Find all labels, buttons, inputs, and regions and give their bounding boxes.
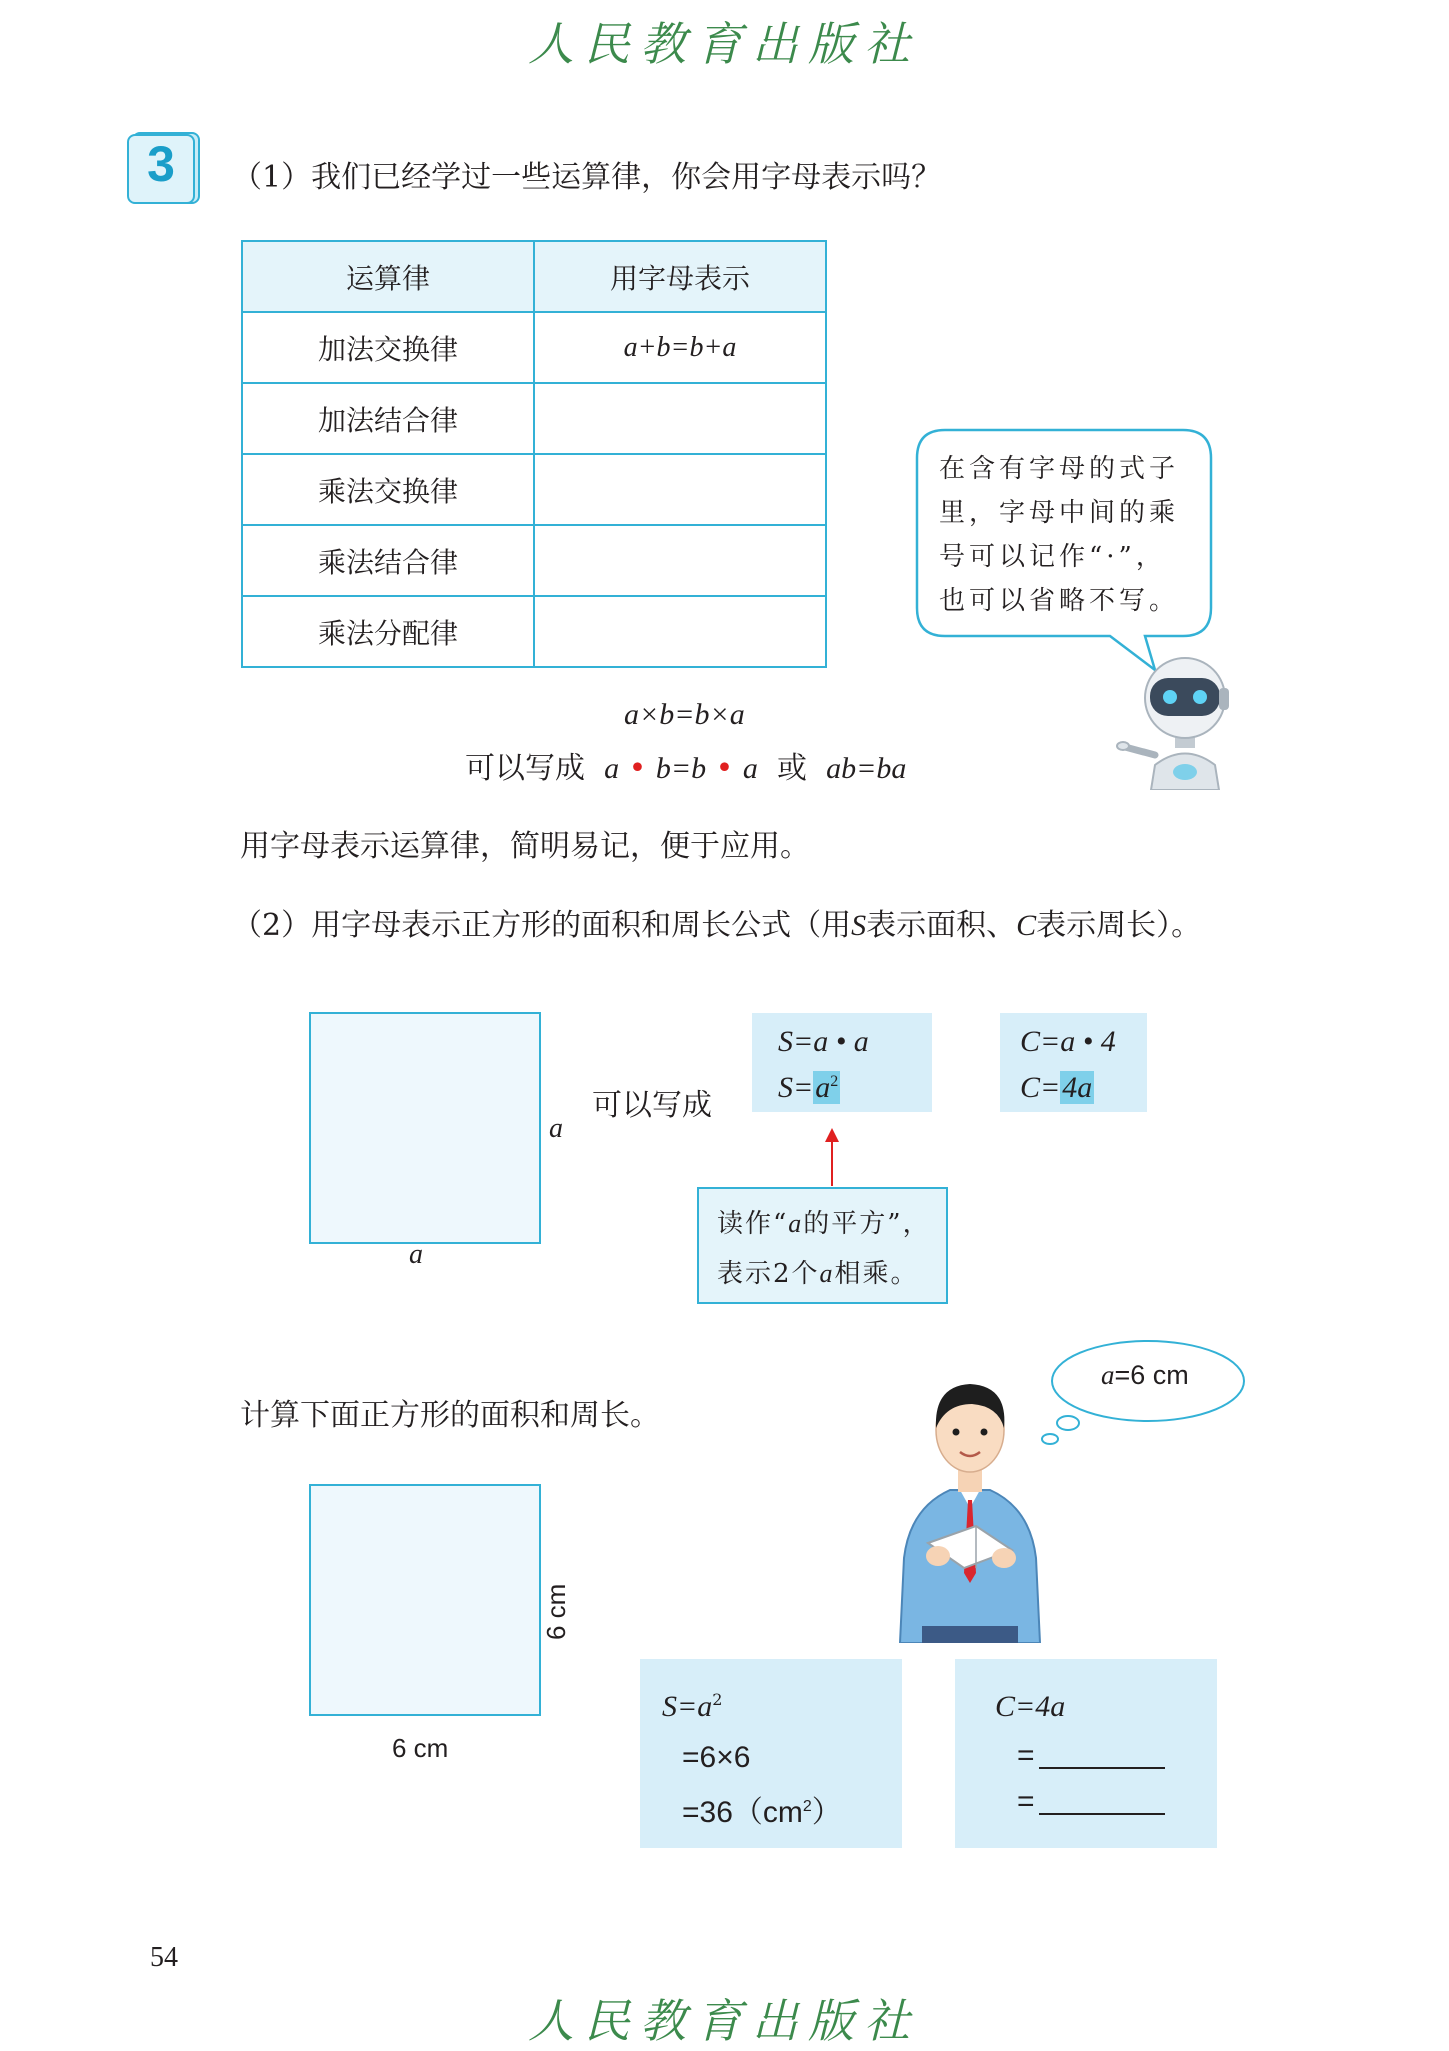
can-write-as-label: 可以写成 [465,751,585,786]
area-calculation-box [640,1659,902,1848]
student-illustration [880,1368,1060,1643]
square-side-label: 6 cm [392,1733,449,1763]
table-row [242,383,826,454]
bubble-line: 号可以记作“·”， [939,542,1166,572]
omitted-dot-form: ab=ba [826,752,907,785]
law-formula [534,383,826,454]
perimeter-formula-box [1000,1013,1147,1112]
or-label: 或 [777,751,807,786]
bubble-line: 在含有字母的式子 [939,454,1180,484]
perimeter-prefix: C= [1020,1071,1061,1104]
red-dot: • [628,751,647,786]
square-diagram [309,1012,541,1244]
four-a-highlight: 4a [1062,1071,1093,1104]
table-header-row [242,241,826,312]
arrow-up-icon [822,1128,842,1188]
calc-var: a [697,1690,713,1723]
thought-text [1101,1360,1189,1391]
part1-question: （1）我们已经学过一些运算律，你会用字母表示吗？ [232,160,942,195]
calc-line [1017,1785,1165,1819]
square-side-label: a [409,1239,423,1270]
red-dot: • [715,751,734,786]
expr-mid: b=b [655,752,707,785]
part2-text: （2）用字母表示正方形的面积和周长公式（用 [232,908,852,943]
note-text: 相乘。 [834,1259,919,1289]
can-write-as-label: 可以写成 [592,1088,712,1123]
exercise-number: 3 [147,136,175,192]
area-formula-line2 [778,1071,840,1105]
note-line [717,1253,919,1290]
task-text: 计算下面正方形的面积和周长。 [240,1398,660,1433]
note-var: a [819,1259,835,1288]
answer-blank[interactable] [1039,1813,1165,1815]
publisher-logo-bottom [528,1985,920,2051]
law-formula [534,596,826,667]
table-row [242,596,826,667]
calc-line [995,1689,1065,1724]
page-number: 54 [150,1942,178,1973]
operation-laws-table [241,240,827,668]
a-squared-highlight [813,1071,840,1104]
robot-illustration [1115,650,1255,790]
alternative-notation [465,743,906,787]
note-var: a [788,1209,804,1238]
answer-blank[interactable] [1039,1767,1165,1769]
exponent: 2 [802,1798,812,1815]
part2-text: 表示周长）。 [1036,908,1202,943]
calc-line [1017,1739,1165,1773]
calc-text: C=4 [995,1690,1051,1723]
perimeter-formula-line2 [1020,1071,1094,1105]
var-a: a [742,752,758,785]
exponent: 2 [712,1690,723,1709]
note-text: 读作“ [717,1209,789,1239]
part2-text: 表示面积、 [866,908,1017,943]
symbol-s: S [851,909,867,942]
area-formula-box [752,1013,932,1112]
note-text: 表示2个 [717,1259,820,1289]
law-formula [534,525,826,596]
calc-line [682,1787,842,1831]
var-a: a [604,752,620,785]
thought-bubble [1030,1335,1250,1450]
law-formula [534,454,826,525]
reading-note [697,1187,948,1304]
law-name: 乘法分配律 [242,596,534,667]
law-name: 加法交换律 [242,312,534,383]
symbol-c: C [1016,909,1037,942]
calc-line [662,1689,722,1724]
part2-question [232,900,1201,944]
base: a [815,1071,831,1104]
bubble-line: 也可以省略不写。 [939,586,1180,616]
header-law: 运算律 [242,241,534,312]
area-formula-line1: S=a • a [778,1025,869,1058]
law-name: 加法结合律 [242,383,534,454]
bubble-line: 里，字母中间的乘 [939,498,1180,528]
note-line [717,1203,931,1240]
table-row [242,454,826,525]
header-formula: 用字母表示 [534,241,826,312]
thought-var: a [1101,1360,1115,1390]
perimeter-formula-line1: C=a • 4 [1020,1025,1116,1058]
square-side-label: a [549,1113,563,1144]
calc-var: a [1050,1690,1066,1723]
note-text: 的平方”， [803,1209,931,1239]
calc-text: = [1017,1785,1035,1818]
square-6cm [309,1484,541,1716]
exponent: 2 [830,1073,839,1090]
calc-text: ） [811,1796,842,1829]
calc-text: = [1017,1739,1035,1772]
area-prefix: S= [778,1071,814,1104]
law-name: 乘法交换律 [242,454,534,525]
table-row [242,525,826,596]
calc-line: =6×6 [682,1741,751,1774]
thought-value: =6 cm [1114,1360,1189,1390]
exercise-number-badge [127,131,201,205]
table-row [242,312,826,383]
publisher-name: 人民教育出版社 [528,1994,920,2048]
calc-text: S= [662,1690,698,1723]
perimeter-calculation-box [955,1659,1217,1848]
calc-text: =36（cm [682,1796,803,1829]
robot-bubble-text [939,447,1209,623]
publisher-name: 人民教育出版社 [528,17,920,71]
publisher-logo-top [528,8,920,74]
law-name: 乘法结合律 [242,525,534,596]
summary-text: 用字母表示运算律，简明易记，便于应用。 [240,829,810,864]
square-side-label: 6 cm [541,1583,571,1640]
law-formula: a+b=b+a [534,312,826,383]
commutative-example: a×b=b×a [624,698,745,731]
